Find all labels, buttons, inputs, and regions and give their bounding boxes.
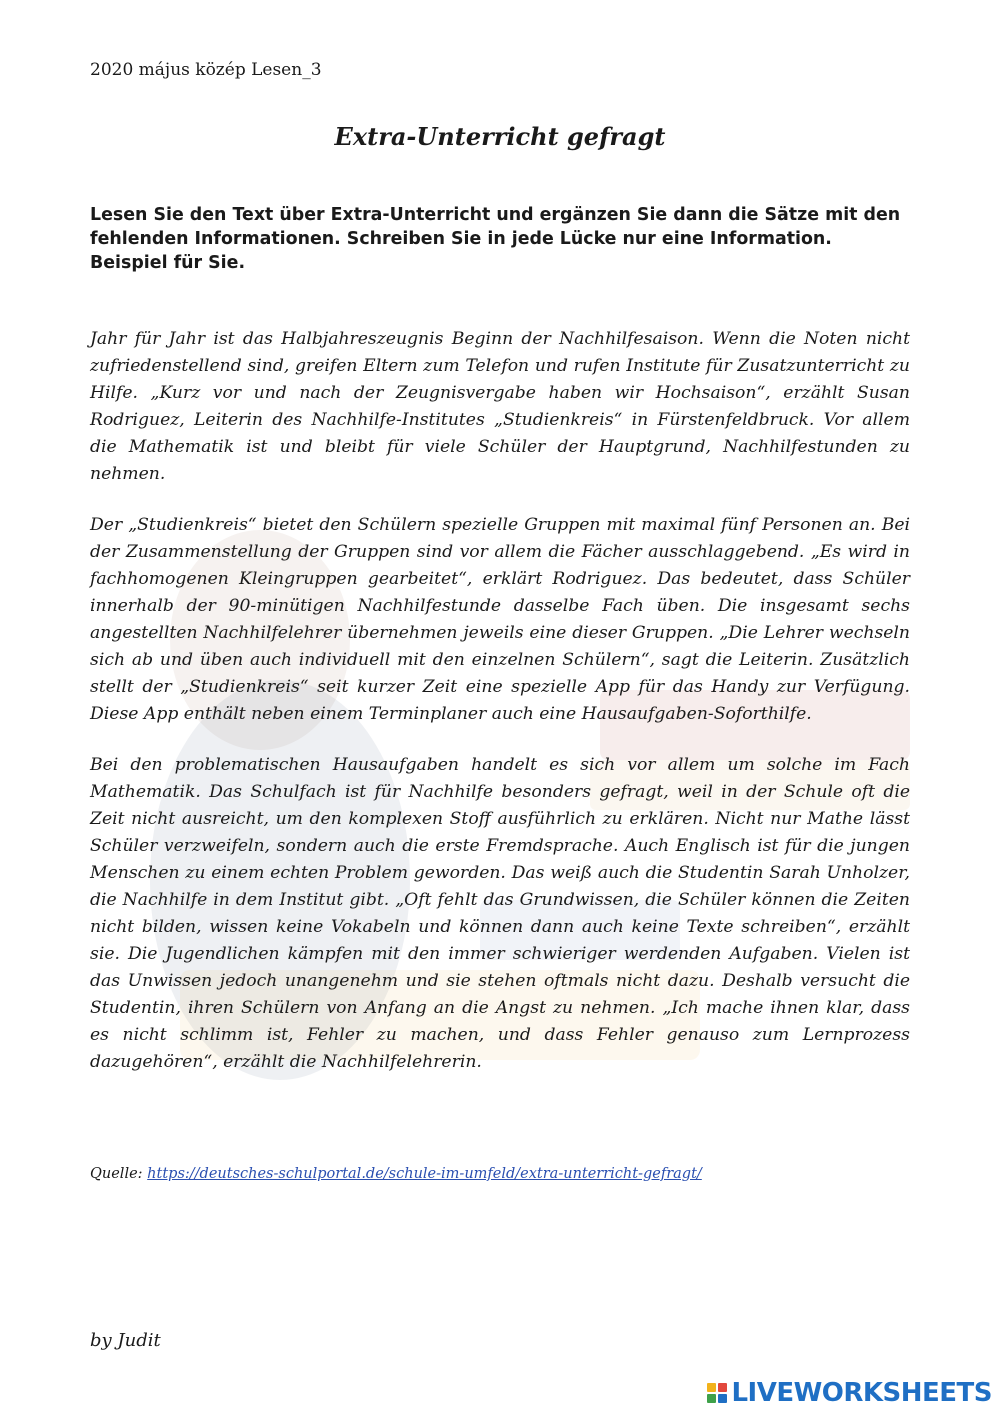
liveworksheets-wordmark: LIVEWORKSHEETS [731, 1378, 992, 1408]
source-label: Quelle: [90, 1166, 148, 1182]
source-line [90, 1166, 702, 1182]
author-byline: by Judit [90, 1330, 161, 1351]
exam-header-label: 2020 május közép Lesen_3 [90, 60, 322, 80]
liveworksheets-logo-icon [707, 1383, 727, 1403]
article-paragraph-3: Bei den problematischen Hausaufgaben handelt es sich vor allem um solche im Fach Mathematik. Das Schulfach ist für Nachhilfe besonders gefragt, weil in der Schule oft die Zeit nicht ausreicht, um den komplexen Stoff ausführlich zu erklären. Nicht nur Mathe lässt Schüler verzweifeln, sondern auch die erste Fremdsprache. Auch Englisch ist für die jungen Menschen zu einem echten Problem geworden. Das weiß auch die Studentin Sarah Unholzer, die Nachhilfe in dem Institut gibt. „Oft fehlt das Grundwissen, die Schüler können die Zeiten nicht bilden, wissen keine Vokabeln und können dann auch keine Texte schreiben“, erzählt sie. Die Jugendlichen kämpfen mit den immer schwieriger werdenden Aufgaben. Vielen ist das Unwissen jedoch unangenehm und sie stehen oftmals nicht dazu. Deshalb versucht die Studentin, ihren Schülern von Anfang an die Angst zu nehmen. „Ich mache ihnen klar, dass es nicht schlimm ist, Fehler zu machen, und dass Fehler genauso zum Lernprozess dazugehören“, erzählt die Nachhilfelehrerin. [90, 755, 910, 1072]
article-paragraph-1: Jahr für Jahr ist das Halbjahreszeugnis Beginn der Nachhilfesaison. Wenn die Noten nicht zufriedenstellend sind, greifen Eltern zum Telefon und rufen Institute für Zusatzunterricht zu Hilfe. „Kurz vor und nach der Zeugnisvergabe haben wir Hochsaison“, erzählt Susan Rodriguez, Leiterin des Nachhilfe-Institutes „Studienkreis“ in Fürstenfeldbruck. Vor allem die Mathematik ist und bleibt für viele Schüler der Hauptgrund, Nachhilfestunden zu nehmen. [90, 329, 910, 484]
task-instructions: Lesen Sie den Text über Extra-Unterricht und ergänzen Sie dann die Sätze mit den fehlenden Informationen. Schreiben Sie in jede Lücke nur eine Information. Beispiel für Sie. [90, 205, 901, 273]
liveworksheets-logo [707, 1373, 992, 1413]
source-link[interactable]: https://deutsches-schulportal.de/schule-im-umfeld/extra-unterricht-gefragt/ [147, 1166, 702, 1182]
page-title: Extra-Unterricht gefragt [334, 122, 666, 151]
article-paragraph-2: Der „Studienkreis“ bietet den Schülern spezielle Gruppen mit maximal fünf Personen an. Bei der Zusammenstellung der Gruppen sind vor allem die Fächer ausschlaggebend. „Es wird in fachhomogenen Kleingruppen gearbeitet“, erklärt Rodriguez. Das bedeutet, dass Schüler innerhalb der 90-minütigen Nachhilfestunde dasselbe Fach üben. Die insgesamt sechs angestellten Nachhilfelehrer übernehmen jeweils eine dieser Gruppen. „Die Lehrer wechseln sich ab und üben auch individuell mit den einzelnen Schülern“, sagt die Leiterin. Zusätzlich stellt der „Studienkreis“ seit kurzer Zeit eine spezielle App für das Handy zur Verfügung. Diese App enthält neben einem Terminplaner auch eine Hausaufgaben-Soforthilfe. [90, 515, 910, 724]
article-body [90, 326, 910, 1100]
